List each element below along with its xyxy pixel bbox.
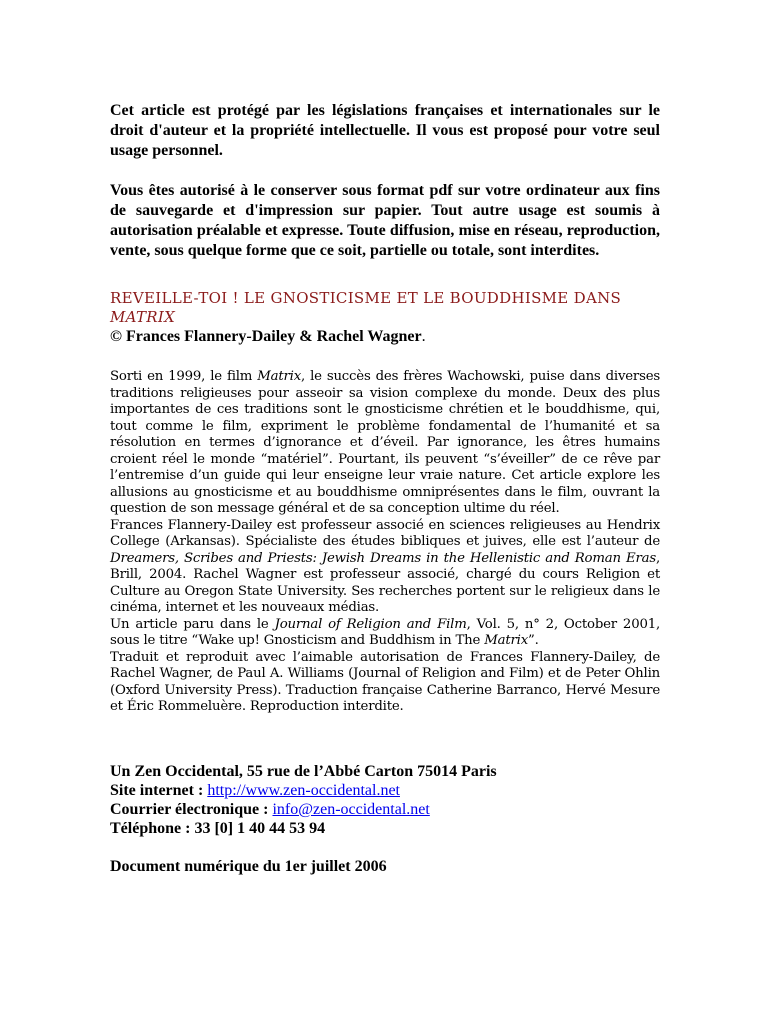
translation-paragraph: Traduit et reproduit avec l’aimable autorisation de Frances Flannery-Dailey, de Rachel Wagner, de Paul A. Williams (Journal of Religion and Film) et de Peter Ohlin (Oxford University Press). Traduction française Catherine Barranco, Hervé Mesure et Éric Rommeluère. Reproduction interdite. bbox=[110, 649, 660, 714]
publication-paragraph bbox=[110, 617, 660, 650]
authors-text-rest: , Brill, 2004. Rachel Wagner est professeur associé, chargé du cours Religion et Culture au Oregon State University. Ses recherches portent sur le religieux dans le cinéma, internet et les nouveaux médias. bbox=[110, 550, 660, 615]
abstract-paragraph bbox=[110, 369, 660, 518]
contact-email bbox=[110, 800, 660, 819]
contact-address: Un Zen Occidental, 55 rue de l’Abbé Carton 75014 Paris bbox=[110, 762, 497, 780]
site-link[interactable]: http://www.zen-occidental.net bbox=[207, 781, 400, 799]
publication-text-start: Un article paru dans le bbox=[110, 616, 275, 632]
article-body bbox=[110, 369, 660, 716]
document-date: Document numérique du 1er juillet 2006 bbox=[110, 857, 387, 875]
publication-film-title: Matrix bbox=[484, 633, 528, 648]
article-title-main: REVEILLE-TOI ! LE GNOSTICISME ET LE BOUDDHISME DANS bbox=[110, 289, 622, 307]
copyright-authors: © Frances Flannery-Dailey & Rachel Wagner bbox=[110, 328, 422, 345]
site-label: Site internet : bbox=[110, 781, 208, 799]
email-link[interactable]: info@zen-occidental.net bbox=[272, 800, 430, 818]
article-title bbox=[110, 289, 660, 327]
publication-text-end: ”. bbox=[528, 633, 539, 648]
email-label: Courrier électronique : bbox=[110, 800, 273, 818]
copyright-notice-paragraph-1: Cet article est protégé par les législations françaises et internationales sur le droit d'auteur et la propriété intellectuelle. Il vous est proposé pour votre seul usage personnel. bbox=[110, 102, 660, 159]
copyright-notice-paragraph-2: Vous êtes autorisé à le conserver sous format pdf sur votre ordinateur aux fins de sauvegarde et d'impression sur papier. Tout autre usage est soumis à autorisation préalable et expresse. Toute diffusion, mise en réseau, reproduction, vente, sous quelque forme que ce soit, partielle ou totale, sont interdites. bbox=[110, 182, 660, 259]
authors-paragraph bbox=[110, 518, 660, 617]
abstract-film-title: Matrix bbox=[257, 369, 302, 384]
article-copyright bbox=[110, 327, 660, 347]
publication-text-middle: , Vol. 5, n° 2, October 2001, sous le titre “Wake up! Gnosticism and Buddhism in The bbox=[110, 616, 660, 648]
abstract-text-rest: , le succès des frères Wachowski, puise dans diverses traditions religieuses pour asseoir sa vision complexe du monde. Deux des plus importantes de ces traditions sont le gnosticisme chrétien et le bouddhisme, qui, tout comme le film, expriment le problème fondamental de l’humanité et sa résolution en termes d’ignorance et d’éveil. Par ignorance, les êtres humains croient réel le monde “matériel”. Pourtant, ils peuvent “s’éveiller” de ce rêve par l’entremise d’un guide qui leur enseigne leur vraie nature. Cet article explore les allusions au gnosticisme et au bouddhisme omniprésentes dans le film, ouvrant la question de son message général et de sa conception ultime du réel. bbox=[110, 369, 660, 516]
contact-block bbox=[110, 762, 660, 838]
authors-book-title: Dreamers, Scribes and Priests: Jewish Dreams in the Hellenistic and Roman Eras bbox=[110, 550, 656, 566]
article-title-matrix: MATRIX bbox=[110, 308, 176, 326]
authors-text-start: Frances Flannery-Dailey est professeur associé en sciences religieuses au Hendrix College (Arkansas). Spécialiste des études bibliques et juives, elle est l’auteur de bbox=[110, 517, 660, 549]
abstract-text-start: Sorti en 1999, le film bbox=[110, 369, 258, 384]
copyright-period: . bbox=[421, 328, 426, 345]
contact-site bbox=[110, 781, 660, 800]
contact-phone: Téléphone : 33 [0] 1 40 44 53 94 bbox=[110, 819, 326, 837]
publication-journal-title: Journal of Religion and Film bbox=[274, 616, 467, 632]
